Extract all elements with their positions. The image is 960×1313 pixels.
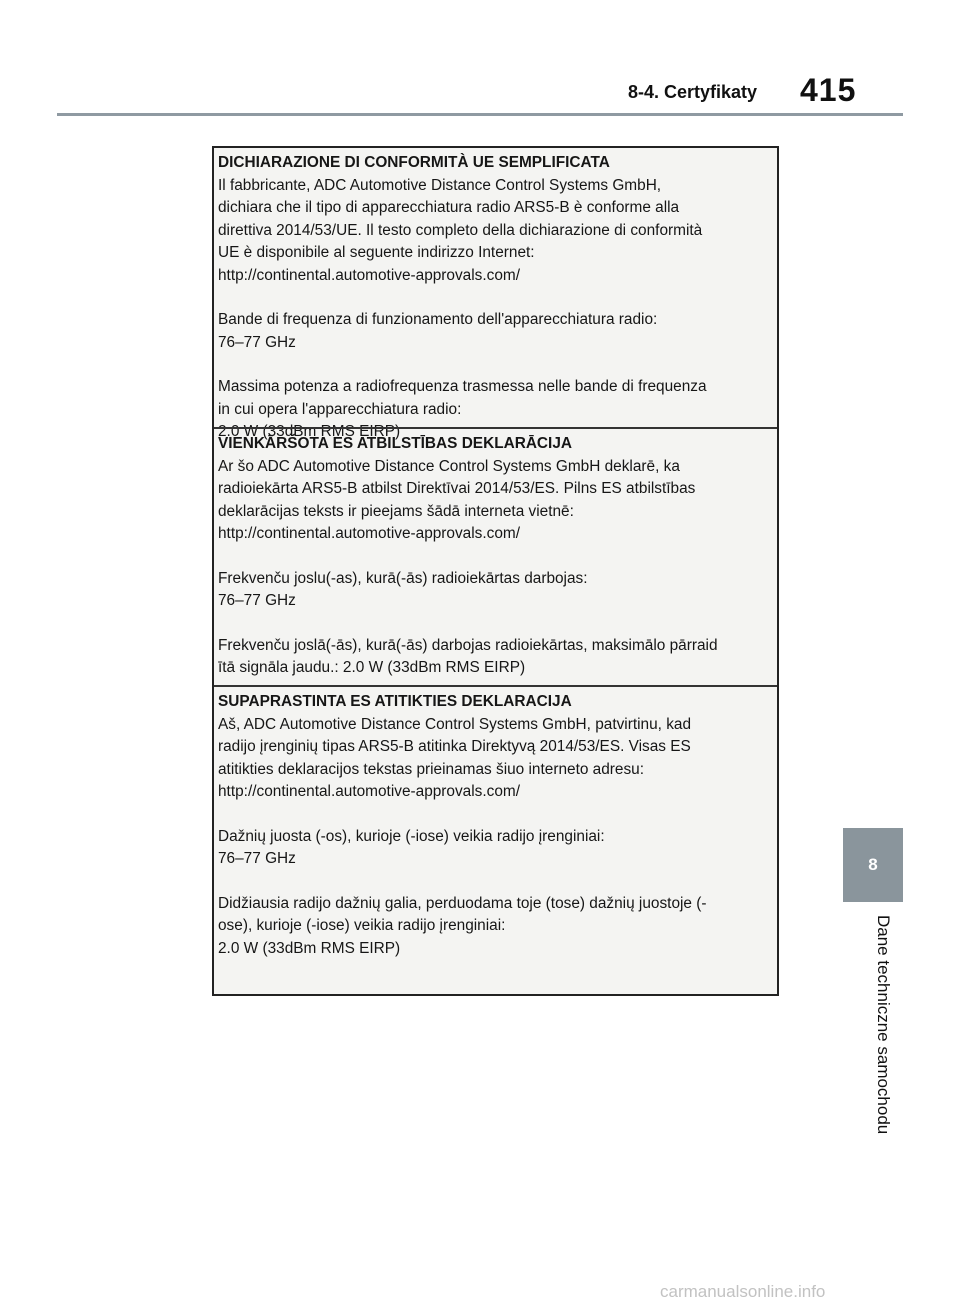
section-heading: VIENKĀRŠOTA ES ATBILSTĪBAS DEKLARĀCIJA	[218, 435, 572, 452]
chapter-tab[interactable]	[843, 828, 903, 902]
text-line: Aš, ADC Automotive Distance Control Systems GmbH, patvirtinu, kad	[218, 715, 692, 733]
text-line: Frekvenču joslu(-as), kurā(-ās) radioiekārtas darbojas:	[218, 569, 588, 587]
text-line: 2.0 W (33dBm RMS EIRP)	[218, 423, 401, 440]
text-line: in cui opera l'apparecchiatura radio:	[218, 400, 462, 418]
section-body	[218, 714, 773, 961]
text-line: radijo įrenginių tipas ARS5-B atitinka Direktyvą 2014/53/ES. Visas ES	[218, 738, 691, 755]
text-line: radioiekārta ARS5-B atbilst Direktīvai 2014/53/ES. Pilns ES atbilstības	[218, 480, 696, 497]
text-line: 76–77 GHz	[218, 850, 296, 867]
text-line: deklarācijas teksts ir pieejams šādā interneta vietnē:	[218, 502, 574, 520]
text-line: 2.0 W (33dBm RMS EIRP)	[218, 939, 401, 957]
text-line: http://continental.automotive-approvals.com/	[218, 525, 520, 542]
chapter-title: Dane techniczne samochodu	[874, 915, 893, 1135]
text-line: Bande di frequenza di funzionamento dell'apparecchiatura radio:	[218, 311, 658, 328]
text-line: 76–77 GHz	[218, 333, 296, 351]
text-line: UE è disponibile al seguente indirizzo Internet:	[218, 244, 535, 261]
text-line: dichiara che il tipo di apparecchiatura radio ARS5-B è conforme alla	[218, 199, 680, 216]
text-line: http://continental.automotive-approvals.com/	[218, 266, 520, 284]
certificate-section-lithuanian	[214, 685, 777, 994]
paragraph	[218, 456, 773, 546]
section-body	[218, 456, 773, 680]
paragraph	[218, 175, 773, 288]
text-line: Massima potenza a radiofrequenza trasmessa nelle bande di frequenza	[218, 378, 707, 395]
text-line: Frekvenču joslā(-ās), kurā(-ās) darbojas radioiekārtas, maksimālo pārraid	[218, 636, 718, 654]
text-line: ītā signāla jaudu.: 2.0 W (33dBm RMS EIRP)	[218, 659, 526, 676]
section-heading: DICHIARAZIONE DI CONFORMITÀ UE SEMPLIFICATA	[218, 154, 610, 171]
text-line: http://continental.automotive-approvals.com/	[218, 783, 520, 800]
paragraph	[218, 309, 773, 354]
certificate-section-latvian	[214, 427, 777, 685]
text-line: Didžiausia radijo dažnių galia, perduodama toje (tose) dažnių juostoje (-	[218, 894, 707, 912]
text-line: Ar šo ADC Automotive Distance Control Systems GmbH deklarē, ka	[218, 457, 680, 475]
section-title: 8-4. Certyfikaty	[628, 82, 758, 102]
text-line: Il fabbricante, ADC Automotive Distance Control Systems GmbH,	[218, 176, 662, 194]
section-heading: SUPAPRASTINTA ES ATITIKTIES DEKLARACIJA	[218, 693, 572, 710]
watermark: carmanualsonline.info	[660, 1282, 826, 1301]
text-line: 76–77 GHz	[218, 592, 296, 609]
paragraph	[218, 714, 773, 804]
paragraph	[218, 893, 773, 961]
text-line: atitikties deklaracijos tekstas prieinamas šiuo interneto adresu:	[218, 760, 645, 778]
section-body	[218, 175, 773, 444]
paragraph	[218, 635, 773, 680]
certificate-section-italian	[214, 148, 777, 440]
paragraph	[218, 568, 773, 613]
chapter-number: 8	[868, 855, 878, 874]
paragraph	[218, 826, 773, 871]
text-line: direttiva 2014/53/UE. Il testo completo della dichiarazione di conformità	[218, 221, 703, 239]
text-line: ose), kurioje (-iose) veikia radijo įrenginiai:	[218, 917, 506, 934]
page-number: 415	[800, 72, 857, 108]
text-line: Dažnių juosta (-os), kurioje (-iose) veikia radijo įrenginiai:	[218, 827, 605, 845]
header-divider	[57, 113, 903, 116]
certificate-scan	[212, 146, 779, 996]
